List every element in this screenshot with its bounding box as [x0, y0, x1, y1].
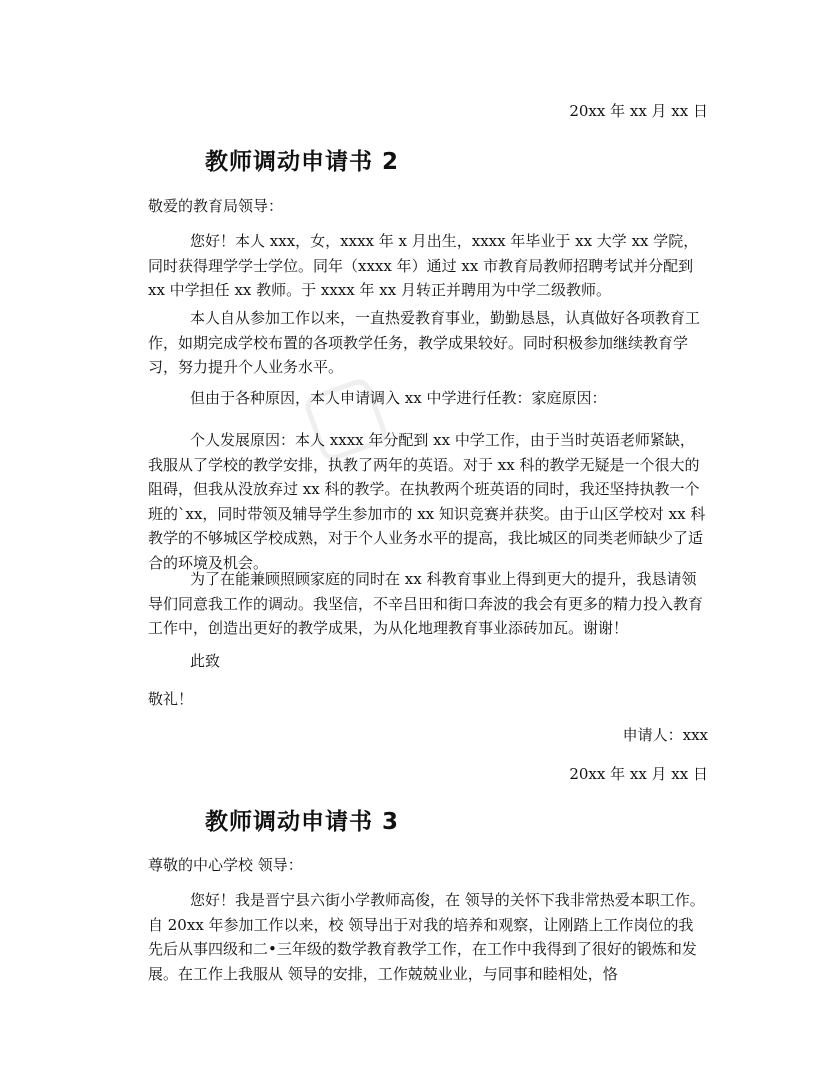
watermark: ▢	[285, 349, 402, 478]
title-doc3: 教师调动申请书 3	[205, 809, 400, 835]
applicant: 申请人：xxx	[622, 726, 708, 744]
application-date: 20xx 年 xx 月 xx 日	[569, 765, 708, 783]
closing-jingli: 敬礼！	[148, 690, 194, 708]
title-doc2: 教师调动申请书 2	[205, 149, 400, 175]
salutation-doc3: 尊敬的中心学校 领导：	[148, 856, 303, 874]
closing-cizhi: 此致	[190, 652, 221, 670]
paragraph-3: 但由于各种原因，本人申请调入 xx 中学进行任教：家庭原因：	[190, 389, 607, 407]
top-date: 20xx 年 xx 月 xx 日	[569, 102, 708, 120]
paragraph-4: 个人发展原因：本人 xxxx 年分配到 xx 中学工作，由于当时英语老师紧缺，我服从了学校的教学安排，执教了两年的英语。对于 xx 科的教学无疑是一个很大的阻碍，但我从没放弃过 xx 科的教学。在执教两个班英语的同时，我还坚持执教一个班的`xx，同时带领及辅导学生参加市的 xx 知识竞赛并获奖。由于山区学校对 xx 科教学的不够城区学校成熟，对于个人业务水平的提高，我比城区的同类老师缺少了适合的环境及机会。	[148, 431, 706, 572]
salutation-doc2: 敬爱的教育局领导：	[148, 197, 284, 215]
paragraph-1: 您好！本人 xxx，女，xxxx 年 x 月出生，xxxx 年毕业于 xx 大学 xx 学院，同时获得理学学士学位。同年（xxxx 年）通过 xx 市教育局教师招聘考试并分配到 xx 中学担任 xx 教师。于 xxxx 年 xx 月转正并聘用为中学二级教师。	[148, 232, 699, 299]
paragraph-doc3: 您好！我是晋宁县六街小学教师高俊，在 领导的关怀下我非常热爱本职工作。自 20xx 年参加工作以来，校 领导出于对我的培养和观察，让刚踏上工作岗位的我先后从事四级和二•三年级的数学教育教学工作，在工作中我得到了很好的锻炼和发展。在工作上我服从 领导的安排，工作兢兢业业，与同事和睦相处，恪	[148, 891, 705, 983]
paragraph-2: 本人自从参加工作以来，一直热爱教育事业，勤勤恳恳，认真做好各项教育工作，如期完成学校布置的各项教学任务，教学成果较好。同时积极参加继续教育学习，努力提升个人业务水平。	[148, 309, 701, 376]
paragraph-5: 为了在能兼顾照顾家庭的同时在 xx 科教育事业上得到更大的提升，我恳请领导们同意我工作的调动。我坚信，不辛吕田和街口奔波的我会有更多的精力投入教育工作中，创造出更好的教学成果，为从化地理教育事业添砖加瓦。谢谢！	[148, 570, 704, 637]
